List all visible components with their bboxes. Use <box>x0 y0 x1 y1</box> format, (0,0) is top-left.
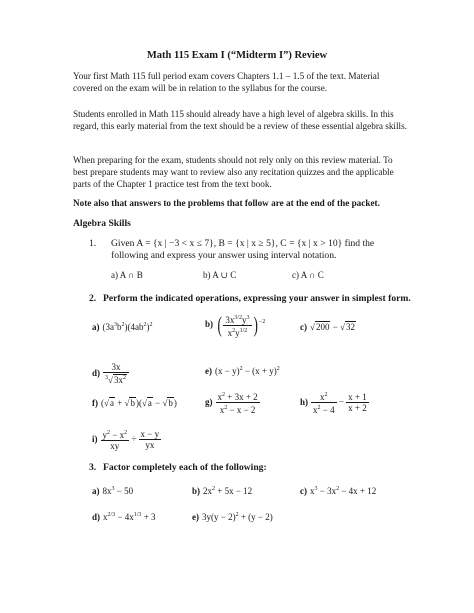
q3-c-label: c) <box>300 486 307 496</box>
preparation-paragraph: When preparing for the exam, students should not rely only on this review material. To best prepare students may want to review also any recitation quizzes and the applicable parts of the Chapter 1 practice test from the text book. <box>73 155 394 189</box>
q3-e-label: e) <box>192 512 199 522</box>
q3-b-expression: $2x^2 + 5x - 12$ <box>203 486 253 496</box>
document-title: Math 115 Exam I (“Midterm I”) Review <box>146 50 328 61</box>
q2-f: f) (√a + √b)(√a − √b) <box>92 398 177 408</box>
q3-e-expression: $3y(y - 2)^2 + (y - 2)$ <box>202 512 273 522</box>
q2-h: h) $\frac{x^2}{x^2 - 4}$ − $\frac{x + 1}{x + 2}$ <box>300 392 367 415</box>
answers-note: Note also that answers to the problems that follow are at the end of the packet. <box>73 198 380 208</box>
skills-paragraph: Students enrolled in Math 115 should already have a high level of algebra skills. In this regard, this early material from the text should be a review of these essential algebra skills. <box>73 109 407 131</box>
q3-a-expression: $8x^3 - 50$ <box>102 486 134 496</box>
q2-i-label: i) <box>92 433 98 444</box>
q3-a-label: a) <box>92 486 100 496</box>
q2-text: Perform the indicated operations, expressing your answer in simplest form. <box>103 293 411 304</box>
q3-e <box>192 512 273 522</box>
q2-b-label: b) <box>205 319 214 330</box>
intro-paragraph: Your first Math 115 full period exam covers Chapters 1.1 – 1.5 of the text. Material covered on the exam will be in relation to the syllabus for the course. <box>73 71 380 93</box>
q3-b-label: b) <box>192 486 201 496</box>
q3-b <box>192 486 252 496</box>
q3-c-expression: $x^3 - 3x^2 - 4x + 12$ <box>310 486 377 496</box>
q2-i: i) $\frac{y^2 - x^2}{xy}$ ÷ $\frac{x - y}{yx}$ <box>92 429 160 451</box>
q2-e-label: e) <box>205 366 212 376</box>
q2-c-label: c) <box>300 322 307 332</box>
q1-part-c: c) A ∩ C <box>292 270 324 280</box>
q2-d-label: d) <box>92 367 101 378</box>
q1-number: 1. <box>89 238 97 249</box>
q2-d: d) $\frac{3x}{^3√3x^2}$ <box>92 362 129 385</box>
q2-number: 2. <box>89 293 97 304</box>
q1-part-b: b) A ∪ C <box>203 270 237 280</box>
section-title: Algebra Skills <box>73 218 131 229</box>
q2-f-label: f) <box>92 398 98 408</box>
q1-text: Given A = {x | −3 < x ≤ 7}, B = {x | x ≥ 5}, C = {x | x > 10} find the following and express your answer using interval notation. <box>111 238 375 261</box>
q2-h-label: h) <box>300 396 309 407</box>
q2-a: a) $(3a^3b^2)(4ab^2)^2$ <box>92 322 153 332</box>
q2-g-label: g) <box>205 396 213 407</box>
q2-g: g) $\frac{x^2 + 3x + 2}{x^2 - x - 2}$ <box>205 392 258 415</box>
q3-d-expression: $x^{2/3} - 4x^{1/3} + 3$ <box>103 512 156 522</box>
q3-c <box>300 486 376 496</box>
q2-c: c) √200 − √32 <box>300 322 355 332</box>
q3-text: Factor completely each of the following: <box>103 462 267 473</box>
q2-b: b) ( $\frac{3x^{3/2}y^3}{x^2y^{1/2}}$ )$^{-2}$ <box>205 312 266 338</box>
q1-part-a: a) A ∩ B <box>111 270 143 280</box>
q3-a <box>92 486 133 496</box>
q3-d-label: d) <box>92 512 101 522</box>
q3-d <box>92 512 156 522</box>
q2-a-label: a) <box>92 322 100 332</box>
q3-number: 3. <box>89 462 97 473</box>
q2-e: e) $(x - y)^2 - (x + y)^2$ <box>205 366 280 376</box>
